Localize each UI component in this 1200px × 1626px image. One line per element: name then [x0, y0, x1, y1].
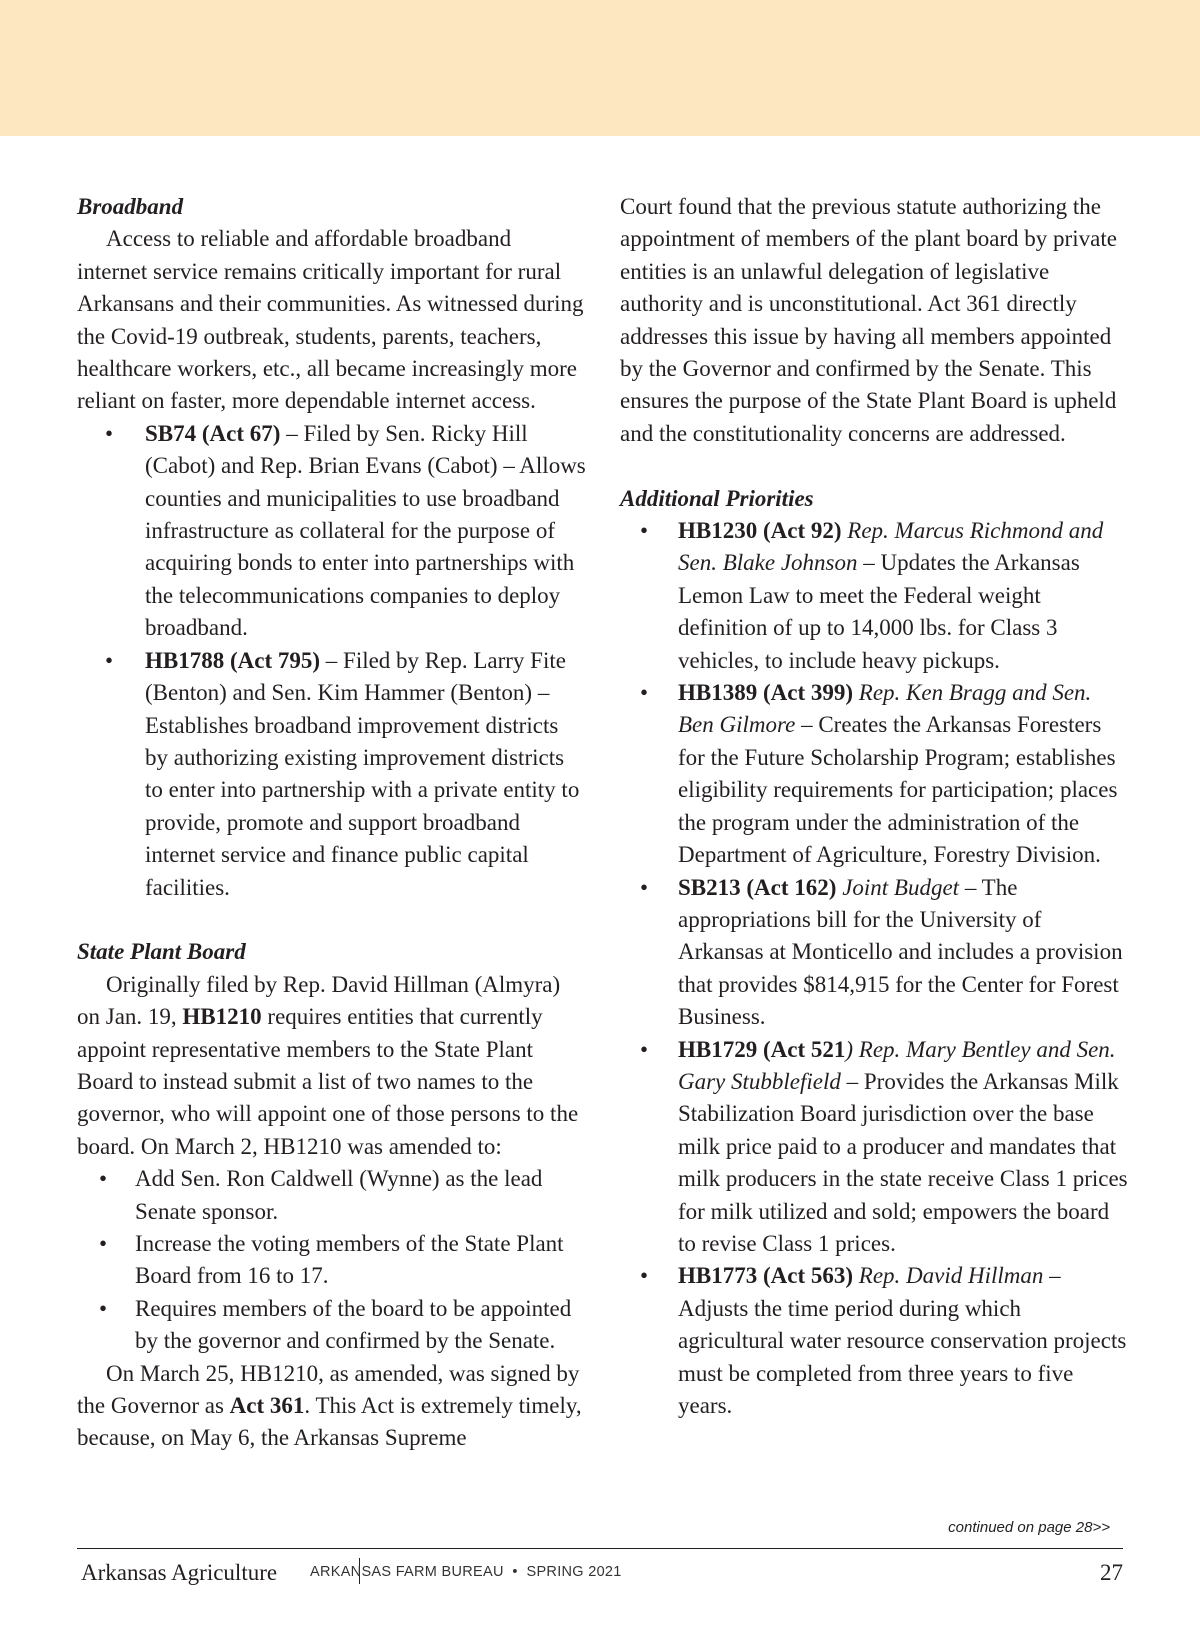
list-item [678, 1034, 1130, 1261]
publisher-name: ARKANSAS FARM BUREAU [310, 1564, 504, 1580]
list-item: • Requires members of the board to be appointed by the governor and confirmed by the Senate. [135, 1293, 587, 1358]
list-item [678, 515, 1130, 677]
continued-note: continued on page 28>> [948, 1519, 1110, 1536]
bill-sponsors: ) Rep. Mary Bentley and Sen. Gary Stubblefield [678, 1036, 1116, 1094]
page-footer [77, 1558, 1123, 1592]
issue-label: SPRING 2021 [526, 1564, 622, 1580]
bill-description: – Filed by Sen. Ricky Hill (Cabot) and Rep. Brian Evans (Cabot) – Allows counties and municipalities to use broadband infrastructure as collateral for the purpose of acquiring bonds to enter into partnerships with the telecommunications companies to deploy broadband. [145, 420, 586, 641]
bill-description: – Updates the Arkansas Lemon Law to meet the Federal weight definition of up to 14,000 lbs. for Class 3 vehicles, to include heavy pickups. [678, 550, 1080, 673]
left-column [77, 191, 587, 1455]
bill-number: SB213 (Act 162) [678, 874, 837, 900]
footer-divider [77, 1548, 1123, 1549]
bill-number: HB1389 (Act 399) [678, 680, 854, 706]
list-item: • Add Sen. Ron Caldwell (Wynne) as the lead Senate sponsor. [135, 1163, 587, 1228]
bullet-separator: • [512, 1564, 518, 1580]
bill-description: – Creates the Arkansas Foresters for the Future Scholarship Program; establishes eligibility requirements for participation; places the program under the administration of the Department of Agriculture, Forestry Division. [678, 712, 1118, 868]
list-item [678, 1260, 1130, 1422]
plant-board-paragraph-1 [77, 969, 587, 1163]
text-run: . This Act is extremely timely, because, on May 6, the Arkansas Supreme [77, 1393, 582, 1451]
bill-description: – Filed by Rep. Larry Fite (Benton) and Sen. Kim Hammer (Benton) – Establishes broadband improvement districts by authorizing existing improvement districts to enter into partnership with a private entity to provide, promote and support broadband internet service and finance public capital facilities. [145, 647, 580, 900]
list-item [145, 645, 587, 904]
text-run: On March 25, HB1210, as amended, was signed by the Governor as [77, 1360, 580, 1419]
bill-description: – The appropriations bill for the University of Arkansas at Monticello and includes a provision that provides $814,915 for the Center for Forest Business. [678, 874, 1123, 1030]
amendment-list [77, 1163, 587, 1357]
bill-number: HB1210 [182, 1004, 262, 1030]
list-item: • Increase the voting members of the State Plant Board from 16 to 17. [135, 1228, 587, 1293]
magazine-title: Arkansas Agriculture [81, 1560, 278, 1585]
bill-number: HB1773 (Act 563) [678, 1263, 854, 1289]
priorities-bill-list [620, 515, 1130, 1422]
act-number: Act 361 [229, 1393, 305, 1419]
list-item [678, 677, 1130, 871]
broadband-bill-list [77, 418, 587, 904]
bill-sponsors: Joint Budget [836, 874, 960, 900]
bill-number: HB1788 (Act 795) [145, 647, 321, 673]
plant-board-continuation: Court found that the previous statute authorizing the appointment of members of the plant board by private entities is an unlawful delegation of legislative authority and is unconstitutional. Act 361 directly addresses this issue by having all members appointed by the Governor and confirmed by the Senate. This ensures the purpose of the State Plant Board is upheld and the constitutionality concerns are addressed. [620, 194, 1117, 446]
page-number: 27 [1100, 1560, 1123, 1585]
bill-sponsors: Rep. Ken Bragg and Sen. Ben Gilmore [678, 680, 1092, 738]
bill-description: – Provides the Arkansas Milk Stabilization Board jurisdiction over the base milk price paid to a producer and mandates that milk producers in the state receive Class 1 prices for milk utilized and sold; empowers the board to revise Class 1 prices. [678, 1068, 1128, 1256]
list-item [145, 418, 587, 645]
publication-info [310, 1564, 622, 1580]
list-item [678, 872, 1130, 1034]
broadband-heading: Broadband [77, 194, 184, 219]
top-banner [0, 0, 1200, 136]
plant-board-paragraph-2 [77, 1358, 587, 1455]
bill-number: HB1230 (Act 92) [678, 518, 842, 544]
broadband-intro: Access to reliable and affordable broadband internet service remains critically important for rural Arkansans and their communities. As witnessed during the Covid-19 outbreak, students, parents, teachers, healthcare workers, etc., all became increasingly more reliant on faster, more dependable internet access. [77, 226, 584, 414]
bill-sponsors: Rep. Marcus Richmond and Sen. Blake Johnson [678, 518, 1104, 576]
bill-description: – Adjusts the time period during which agricultural water resource conservation projects must be completed from three years to five years. [678, 1263, 1127, 1419]
bill-sponsors: Rep. David Hillman [853, 1263, 1044, 1289]
additional-priorities-heading: Additional Priorities [620, 485, 814, 511]
plant-board-heading: State Plant Board [77, 939, 246, 965]
bill-number: SB74 (Act 67) [145, 420, 281, 446]
text-run: Originally filed by Rep. David Hillman (Almyra) on Jan. 19, [77, 971, 561, 1030]
right-column [620, 191, 1130, 1422]
bill-number: HB1729 (Act 521 [678, 1036, 846, 1062]
text-run: requires entities that currently appoint representative members to the State Plant Board to instead submit a list of two names to the governor, who will appoint one of those persons to the board. On March 2, HB1210 was amended to: [77, 1004, 579, 1159]
